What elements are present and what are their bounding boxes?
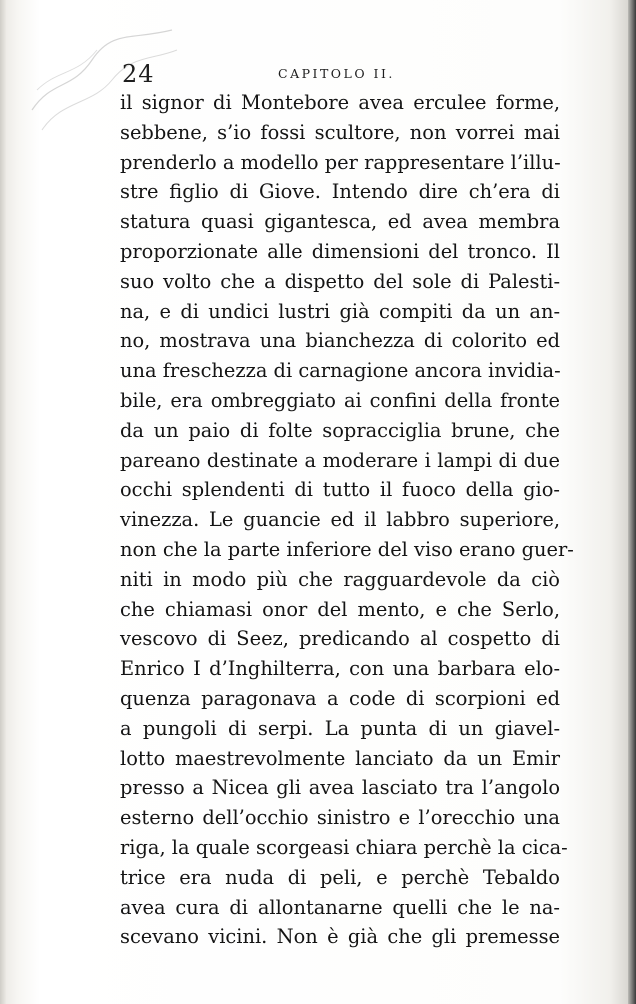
page-number: 24 bbox=[122, 60, 155, 88]
text-line: suo volto che a dispetto del sole di Palesti- bbox=[120, 269, 560, 293]
page-header bbox=[122, 56, 550, 92]
text-line: stre figlio di Giove. Intendo dire ch’era di bbox=[120, 180, 560, 204]
text-line: proporzionate alle dimensioni del tronco. Il bbox=[120, 239, 560, 263]
text-line: quenza paragonava a code di scorpioni ed bbox=[120, 686, 560, 710]
text-line: statura quasi gigantesca, ed avea membra bbox=[120, 210, 560, 234]
text-line: a pungoli di serpi. La punta di un giavel- bbox=[120, 716, 560, 740]
text-line: il signor di Montebore avea erculee forme, bbox=[120, 91, 560, 114]
text-line: trice era nuda di peli, e perchè Tebaldo bbox=[120, 865, 560, 889]
text-line: da un paio di folte sopracciglia brune, che bbox=[120, 418, 560, 442]
text-line: prenderlo a modello per rappresentare l’illu- bbox=[120, 150, 561, 174]
body-text bbox=[120, 88, 574, 952]
text-line: avea cura di allontanarne quelli che le na- bbox=[120, 895, 560, 919]
page-gutter-shadow bbox=[0, 0, 6, 1004]
text-line: presso a Nicea gli avea lasciato tra l’angolo bbox=[120, 776, 560, 800]
text-line: scevano vicini. Non è già che gli premesse bbox=[120, 925, 560, 949]
text-line: una freschezza di carnagione ancora invidia- bbox=[120, 359, 561, 383]
text-line: vinezza. Le guancie ed il labbro superiore, bbox=[120, 508, 560, 532]
text-line: riga, la quale scorgeasi chiara perchè la cica- bbox=[120, 835, 568, 859]
text-line: occhi splendenti di tutto il fuoco della gio- bbox=[120, 478, 560, 502]
text-line: bile, era ombreggiato ai confini della fronte bbox=[120, 388, 560, 412]
text-line: vescovo di Seez, predicando al cospetto di bbox=[120, 627, 560, 651]
text-line: pareano destinate a moderare i lampi di due bbox=[120, 448, 560, 472]
text-line: che chiamasi onor del mento, e che Serlo, bbox=[120, 597, 560, 621]
running-head: CAPITOLO II. bbox=[278, 66, 395, 81]
text-line: sebbene, s’io fossi scultore, non vorrei mai bbox=[120, 120, 560, 144]
text-line: no, mostrava una bianchezza di colorito ed bbox=[120, 329, 560, 353]
page-edge-shadow bbox=[628, 0, 636, 1004]
text-line: na, e di undici lustri già compiti da un an- bbox=[120, 299, 560, 323]
text-line: non che la parte inferiore del viso erano guer- bbox=[120, 537, 574, 561]
text-line: niti in modo più che ragguardevole da ciò bbox=[120, 567, 560, 591]
text-line: esterno dell’occhio sinistro e l’orecchio una bbox=[120, 806, 560, 830]
text-line: Enrico I d’Inghilterra, con una barbara elo- bbox=[120, 657, 560, 681]
text-line: lotto maestrevolmente lanciato da un Emir bbox=[120, 746, 560, 770]
